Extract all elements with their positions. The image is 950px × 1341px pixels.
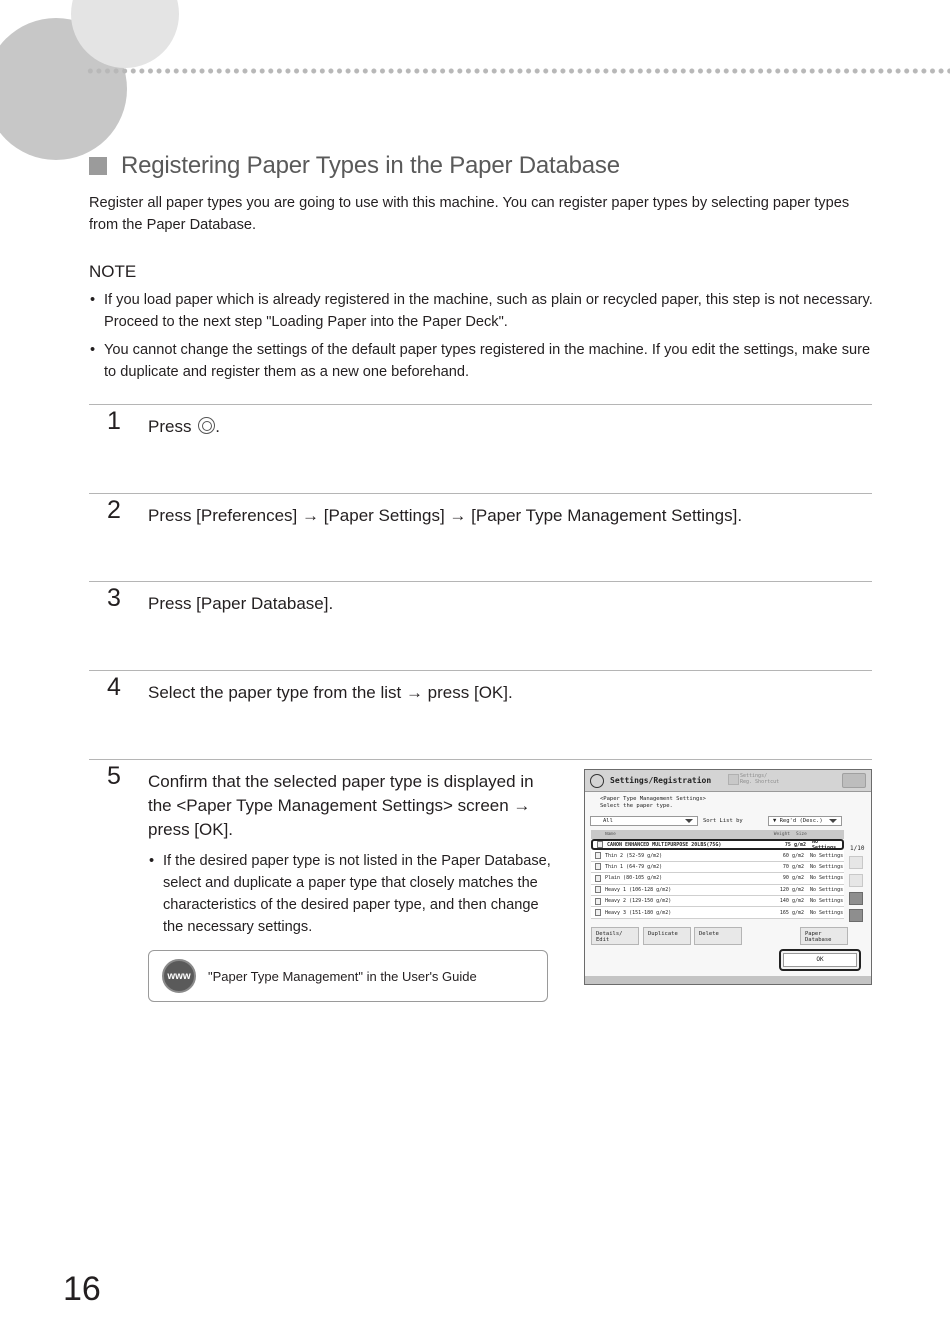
button-label-line: Paper: [805, 931, 822, 937]
table-row[interactable]: [591, 873, 844, 884]
duplicate-button[interactable]: Duplicate: [643, 927, 691, 945]
table-row-selected[interactable]: [591, 839, 844, 850]
caption-line: Select the paper type.: [600, 803, 673, 809]
note-list: [89, 289, 874, 389]
row-name: CANON ENHANCED MULTIPURPOSE 20LBS(75G): [607, 841, 722, 848]
row-weight: 70 g/m2: [782, 863, 804, 870]
home-button-icon: [198, 417, 215, 434]
table-row[interactable]: [591, 850, 844, 861]
chevron-down-icon: [685, 819, 693, 823]
row-settings: No Settings: [810, 909, 844, 916]
step-number: 3: [107, 584, 121, 612]
sort-value: ▼ Reg'd (Desc.): [773, 818, 823, 824]
ok-button-highlight: [779, 949, 861, 971]
control-panel-screenshot: [584, 769, 872, 985]
screen-title: Settings/Registration: [610, 776, 712, 785]
row-name: Plain (80-105 g/m2): [605, 875, 663, 882]
filter-value: All: [603, 818, 613, 824]
note-item: • If you load paper which is already registered in the machine, such as plain or recycled paper, this step is not necessary. Proceed to the next step "Loading Paper into the Paper Deck".: [90, 292, 873, 330]
section-title-text: Registering Paper Types in the Paper Database: [121, 152, 620, 179]
guide-reference-text: "Paper Type Management" in the User's Guide: [208, 968, 477, 984]
www-globe-icon: www: [162, 959, 196, 993]
row-weight: 90 g/m2: [782, 875, 804, 882]
page-number: 16: [63, 1270, 101, 1308]
paper-icon: [595, 875, 601, 882]
table-header: [591, 830, 844, 839]
paper-icon: [595, 886, 601, 893]
row-name: Thin 1 (64-79 g/m2): [605, 863, 663, 870]
settings-gear-icon: [590, 774, 604, 788]
details-edit-button[interactable]: [591, 927, 639, 945]
scroll-up-button[interactable]: [849, 874, 863, 887]
step-number: 4: [107, 673, 121, 701]
step-text-after: .: [215, 417, 220, 436]
paper-icon: [597, 841, 603, 848]
tool-button[interactable]: [842, 773, 866, 788]
intro-paragraph: Register all paper types you are going to use with this machine. You can register paper types by selecting paper types from the Paper Database.: [89, 195, 850, 233]
row-settings: No Settings: [810, 863, 844, 870]
paper-icon: [595, 852, 601, 859]
table-row[interactable]: [591, 907, 844, 918]
title-square-icon: [89, 157, 107, 175]
step-text: Press [Paper Database].: [148, 594, 334, 613]
row-name: Thin 2 (52-59 g/m2): [605, 852, 663, 859]
row-name: Heavy 1 (106-128 g/m2): [605, 886, 672, 893]
step-2: [89, 493, 872, 581]
step-text-before: Press: [148, 417, 192, 436]
table-row[interactable]: [591, 896, 844, 907]
step-3: [89, 581, 872, 669]
row-weight: 120 g/m2: [779, 886, 804, 893]
row-weight: 60 g/m2: [782, 852, 804, 859]
delete-button[interactable]: Delete: [694, 927, 742, 945]
sort-dropdown[interactable]: [768, 816, 842, 826]
row-name: Heavy 2 (129-150 g/m2): [605, 898, 672, 905]
screen-body: [585, 792, 871, 977]
scroll-top-button[interactable]: [849, 856, 863, 869]
paper-icon: [595, 898, 601, 905]
button-label-line: Details/: [596, 931, 623, 937]
note-item: • You cannot change the settings of the default paper types registered in the machine. If you edit the settings, make sure to duplicate and register them as a new one beforehand.: [90, 342, 871, 380]
users-guide-reference[interactable]: [148, 950, 548, 1002]
row-weight: 140 g/m2: [779, 898, 804, 905]
shortcut-label-line: Settings/: [740, 773, 768, 779]
column-size: Size: [796, 832, 807, 837]
caption-line: <Paper Type Management Settings>: [600, 796, 706, 802]
step-text: Select the paper type from the list → press [OK].: [148, 683, 513, 702]
step-sub-list: [148, 850, 558, 938]
row-weight: 75 g/m2: [784, 841, 806, 848]
page-indicator: 1/10: [850, 845, 865, 852]
screen-caption: [600, 796, 706, 810]
paper-type-table: [591, 830, 844, 919]
sort-label: Sort List by: [703, 818, 743, 824]
step-number: 5: [107, 762, 121, 790]
screen-footer: [585, 976, 871, 984]
step-text: Confirm that the selected paper type is displayed in the <Paper Type Management Settings> screen → press [OK].: [148, 772, 534, 839]
step-number: 1: [107, 407, 121, 435]
column-name: Name: [605, 832, 616, 837]
paper-database-button[interactable]: [800, 927, 848, 945]
decorative-dotted-line: [86, 67, 950, 75]
note-item-text: If you load paper which is already registered in the machine, such as plain or recycled paper, this step is not necessary. Proceed to the next step "Loading Paper into the Paper Deck".: [104, 292, 873, 330]
paper-icon: [595, 863, 601, 870]
step-text: Press [Preferences] → [Paper Settings] → [Paper Type Management Settings].: [148, 506, 743, 525]
chevron-down-icon: [829, 819, 837, 823]
filter-dropdown[interactable]: [590, 816, 698, 826]
step-1: [89, 404, 872, 492]
row-settings: No Settings: [810, 898, 844, 905]
button-label-line: Database: [805, 937, 832, 943]
ok-button[interactable]: OK: [783, 953, 857, 967]
step-4: [89, 670, 872, 758]
row-settings: No Settings: [810, 875, 844, 882]
step-text: [148, 415, 220, 439]
row-weight: 165 g/m2: [779, 909, 804, 916]
table-row[interactable]: [591, 885, 844, 896]
scroll-bottom-button[interactable]: [849, 909, 863, 922]
screen-header: [585, 770, 871, 792]
button-label-line: Edit: [596, 937, 610, 943]
note-heading: NOTE: [89, 262, 137, 281]
section-title: [89, 152, 620, 180]
row-settings: No Settings: [810, 852, 844, 859]
step-sub-item: • If the desired paper type is not listed in the Paper Database, select and duplicate a paper type that closely matches the characteristics of the desired paper type, and then change the necessary settings.: [149, 853, 551, 935]
table-row[interactable]: [591, 862, 844, 873]
shortcut-label-line: Reg. Shortcut: [740, 779, 780, 785]
reg-shortcut-button[interactable]: [728, 773, 779, 785]
note-item-text: You cannot change the settings of the default paper types registered in the machine. If you edit the settings, make sure to duplicate and register them as a new one beforehand.: [104, 342, 871, 380]
row-settings: No Settings: [812, 838, 837, 851]
scroll-down-button[interactable]: [849, 892, 863, 905]
paper-icon: [595, 909, 601, 916]
row-name: Heavy 3 (151-180 g/m2): [605, 909, 672, 916]
step-sub-item-text: If the desired paper type is not listed in the Paper Database, select and duplicate a paper type that closely matches the characteristics of the desired paper type, and then change the necessary settings.: [163, 853, 551, 935]
column-weight: Weight: [773, 832, 790, 837]
row-settings: No Settings: [810, 886, 844, 893]
step-number: 2: [107, 496, 121, 524]
